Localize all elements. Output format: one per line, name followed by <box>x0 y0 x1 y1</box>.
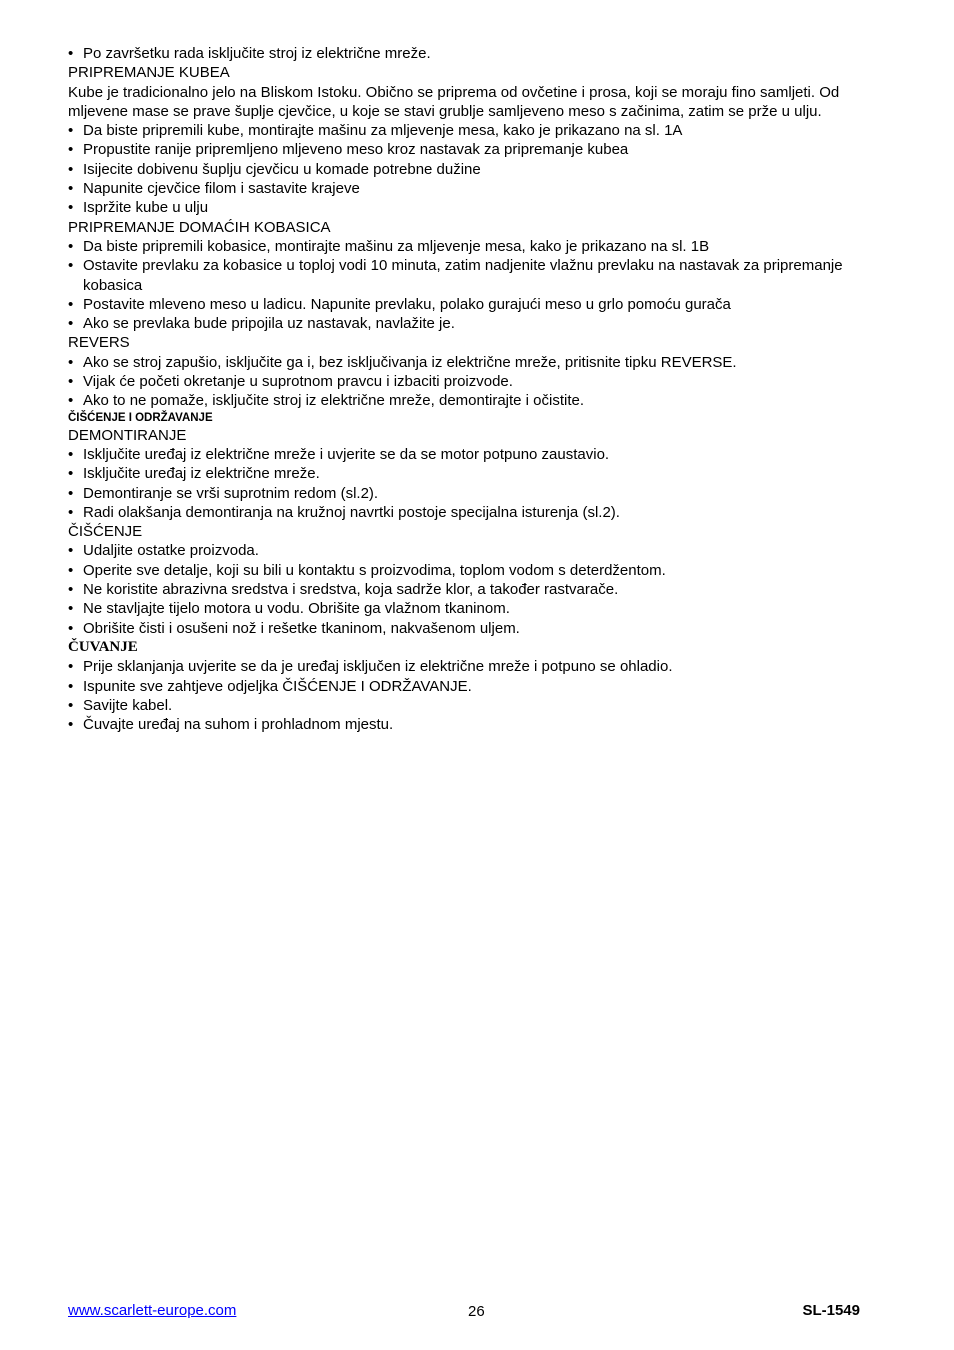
bullet-icon: • <box>68 180 74 198</box>
list-item <box>68 44 878 63</box>
list-item <box>68 541 878 560</box>
bullet-icon: • <box>68 658 74 676</box>
list-item-text: Operite sve detalje, koji su bili u kontaktu s proizvodima, toplom vodom s deterdžentom. <box>83 561 666 579</box>
list-item-text: Udaljite ostatke proizvoda. <box>83 542 259 560</box>
list-item <box>68 619 878 638</box>
list-item <box>68 696 878 715</box>
demontiranje-list <box>68 445 878 522</box>
list-item <box>68 484 878 503</box>
bullet-icon: • <box>68 542 74 560</box>
list-item-text: Ispunite sve zahtjeve odjeljka ČIŠĆENJE I ODRŽAVANJE. <box>83 677 472 695</box>
list-item-text: Po završetku rada isključite stroj iz električne mreže. <box>83 45 431 62</box>
list-item <box>68 198 878 217</box>
bullet-icon: • <box>68 257 74 275</box>
list-item <box>68 599 878 618</box>
website-link[interactable]: www.scarlett-europe.com <box>68 1302 237 1319</box>
page-number: 26 <box>468 1303 485 1320</box>
list-item <box>68 372 878 391</box>
list-item <box>68 677 878 696</box>
bullet-icon: • <box>68 237 74 255</box>
bullet-icon: • <box>68 716 74 734</box>
list-item <box>68 121 878 140</box>
revers-list <box>68 353 878 411</box>
kubea-list <box>68 121 878 217</box>
bullet-icon: • <box>68 315 74 333</box>
list-item <box>68 314 878 333</box>
page-footer <box>68 1302 860 1322</box>
bullet-icon: • <box>68 465 74 483</box>
bullet-icon: • <box>68 445 74 463</box>
bullet-icon: • <box>68 600 74 618</box>
list-item <box>68 445 878 464</box>
list-item-text: Da biste pripremili kube, montirajte mašinu za mljevenje mesa, kako je prikazano na sl. 1A <box>83 122 683 140</box>
section-heading-revers: REVERS <box>68 334 130 352</box>
list-item-text: Propustite ranije pripremljeno mljeveno meso kroz nastavak za pripremanje kubea <box>83 141 629 159</box>
bullet-icon: • <box>68 295 74 313</box>
bullet-icon: • <box>68 160 74 178</box>
ciscenje-list <box>68 541 878 637</box>
list-item <box>68 353 878 372</box>
list-item-text: Savijte kabel. <box>83 696 173 714</box>
list-item-text: Obrišite čisti i osušeni nož i rešetke tkaninom, nakvašenom uljem. <box>83 619 520 637</box>
list-item-text: Ako se prevlaka bude pripojila uz nastavak, navlažite je. <box>83 315 455 333</box>
list-item-text: Prije sklanjanja uvjerite se da je uređaj isključen iz električne mreže i potpuno se ohladio. <box>83 658 673 676</box>
bullet-icon: • <box>68 581 74 599</box>
list-item <box>68 140 878 159</box>
bullet-icon: • <box>68 392 74 410</box>
section-heading-ciscenje: ČIŠĆENJE <box>68 523 143 541</box>
list-item-text: Ako to ne pomaže, isključite stroj iz električne mreže, demontirajte i očistite. <box>83 392 585 410</box>
list-item-text: Čuvajte uređaj na suhom i prohladnom mjestu. <box>83 716 394 734</box>
kobasice-list <box>68 237 878 333</box>
list-item <box>68 160 878 179</box>
intro-list <box>68 44 878 63</box>
bullet-icon: • <box>68 619 74 637</box>
cuvanje-list <box>68 657 878 734</box>
list-item-text: Ne stavljajte tijelo motora u vodu. Obrišite ga vlažnom tkaninom. <box>83 600 510 618</box>
list-item-text: Da biste pripremili kobasice, montirajte mašinu za mljevenje mesa, kako je prikazano na sl. 1B <box>83 237 710 255</box>
list-item-text: Ne koristite abrazivna sredstva i sredstva, koja sadrže klor, a također rastvarače. <box>83 581 619 599</box>
kubea-paragraph: Kube je tradicionalno jelo na Bliskom Istoku. Obično se priprema od ovčetine i prosa, koji se moraju fino samljeti. Od mljevene mase se prave šuplje cjevčice, u koje se stavi grublje samljeveno meso s začinima, zatim se prže u ulju. <box>68 83 840 120</box>
list-item-text: Ostavite prevlaku za kobasice u toploj vodi 10 minuta, zatim nadjenite vlažnu prevlaku na nastavak za pripremanje kobasica <box>83 257 843 294</box>
list-item-text: Napunite cjevčice filom i sastavite krajeve <box>83 180 360 198</box>
list-item-text: Isključite uređaj iz električne mreže. <box>83 465 320 483</box>
bullet-icon: • <box>68 353 74 371</box>
document-body <box>68 44 878 734</box>
bullet-icon: • <box>68 503 74 521</box>
list-item <box>68 464 878 483</box>
list-item-text: Ako se stroj zapušio, isključite ga i, bez isključivanja iz električne mreže, pritisnite tipku REVERSE. <box>83 353 737 371</box>
bullet-icon: • <box>68 484 74 502</box>
bullet-icon: • <box>68 561 74 579</box>
bullet-icon: • <box>68 677 74 695</box>
list-item-text: Isključite uređaj iz električne mreže i uvjerite se da se motor potpuno zaustavio. <box>83 445 610 463</box>
list-item-text: Demontiranje se vrši suprotnim redom (sl.2). <box>83 484 379 502</box>
list-item <box>68 715 878 734</box>
list-item-text: Isijecite dobivenu šuplju cjevčicu u komade potrebne dužine <box>83 160 481 178</box>
list-item <box>68 256 878 295</box>
model-number: SL-1549 <box>802 1302 860 1319</box>
list-item <box>68 237 878 256</box>
bullet-icon: • <box>68 45 74 62</box>
section-heading-kubea: PRIPREMANJE KUBEA <box>68 64 230 82</box>
bullet-icon: • <box>68 696 74 714</box>
bullet-icon: • <box>68 141 74 159</box>
list-item <box>68 503 878 522</box>
bullet-icon: • <box>68 199 74 217</box>
list-item <box>68 580 878 599</box>
section-heading-ciscenje-odrzavanje: ČIŠĆENJE I ODRŽAVANJE <box>68 411 213 424</box>
list-item-text: Vijak će početi okretanje u suprotnom pravcu i izbaciti proizvode. <box>83 373 513 391</box>
list-item <box>68 179 878 198</box>
bullet-icon: • <box>68 122 74 140</box>
section-heading-cuvanje: ČUVANJE <box>68 638 138 655</box>
section-heading-kobasice: PRIPREMANJE DOMAĆIH KOBASICA <box>68 218 331 236</box>
list-item <box>68 657 878 676</box>
list-item-text: Radi olakšanja demontiranja na kružnoj navrtki postoje specijalna isturenja (sl.2). <box>83 503 620 521</box>
list-item-text: Postavite mleveno meso u ladicu. Napunite prevlaku, polako gurajući meso u grlo pomoću gurača <box>83 295 731 313</box>
list-item-text: Ispržite kube u ulju <box>83 199 209 217</box>
list-item <box>68 561 878 580</box>
section-heading-demontiranje: DEMONTIRANJE <box>68 426 187 444</box>
bullet-icon: • <box>68 373 74 391</box>
list-item <box>68 391 878 410</box>
list-item <box>68 295 878 314</box>
